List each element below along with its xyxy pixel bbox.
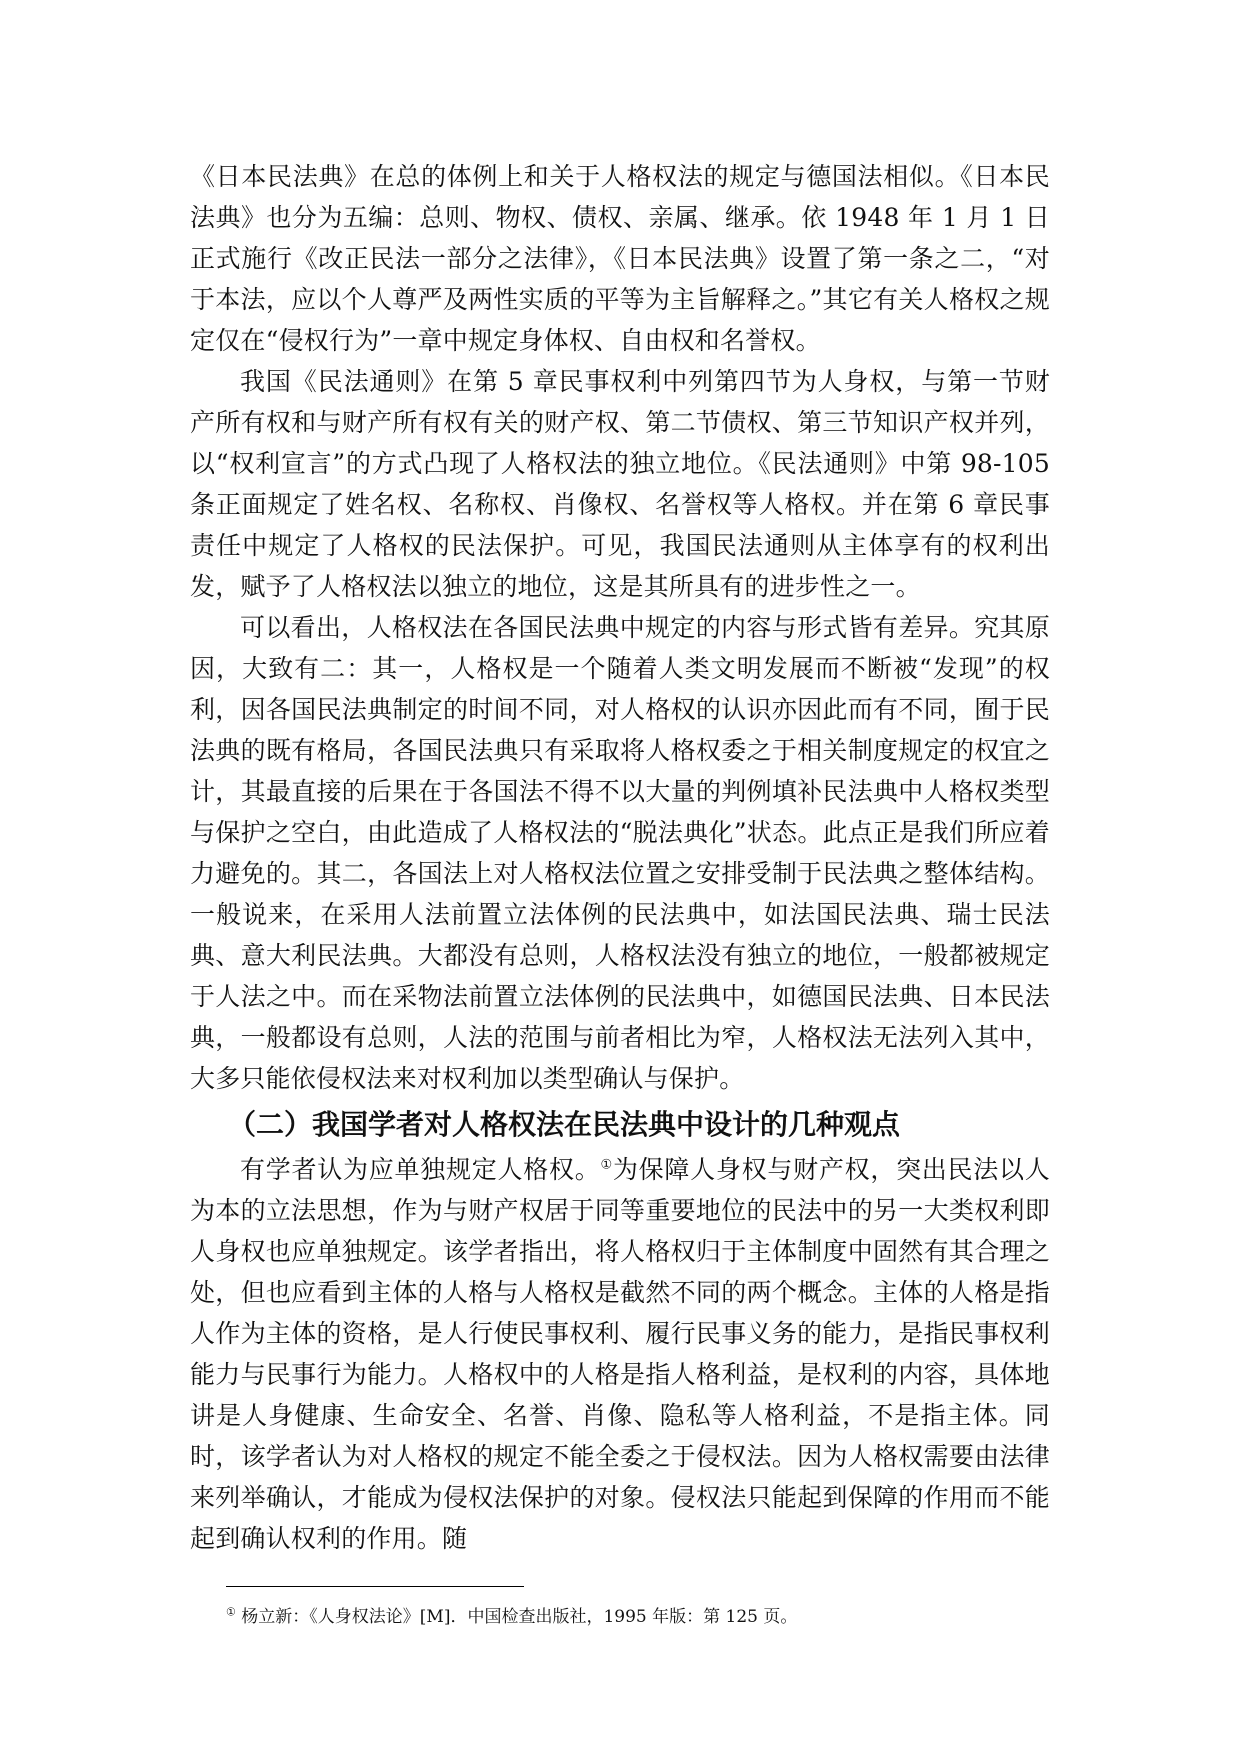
paragraph-reasons-analysis: 可以看出，人格权法在各国民法典中规定的内容与形式皆有差异。究其原因，大致有二：其一，人格权是一个随着人类文明发展而不断被“发现”的权利，因各国民法典制定的时间不同，对人格权的认识亦因此而有不同，囿于民法典的既有格局，各国民法典只有采取将人格权委之于相关制度规定的权宜之计，其最直接的后果在于各国法不得不以大量的判例填补民法典中人格权类型与保护之空白，由此造成了人格权法的“脱法典化”状态。此点正是我们所应着力避免的。其二，各国法上对人格权法位置之安排受制于民法典之整体结构。一般说来，在采用人法前置立法体例的民法典中，如法国民法典、瑞士民法典、意大利民法典。大都没有总则，人格权法没有独立的地位，一般都被规定于人法之中。而在采物法前置立法体例的民法典中，如德国民法典、日本民法典，一般都设有总则，人法的范围与前者相比为窄，人格权法无法列入其中，大多只能依侵权法来对权利加以类型确认与保护。 bbox=[190, 613, 1050, 1093]
paragraph-general-principles-civil-law: 我国《民法通则》在第 5 章民事权利中列第四节为人身权，与第一节财产所有权和与财产所有权有关的财产权、第二节债权、第三节知识产权并列，以“权利宣言”的方式凸现了人格权法的独立地位。《民法通则》中第 98-105 条正面规定了姓名权、名称权、肖像权、名誉权等人格权。并在第 6 章民事责任中规定了人格权的民法保护。可见，我国民法通则从主体享有的权利出发，赋予了人格权法以独立的地位，这是其所具有的进步性之一。 bbox=[190, 367, 1050, 601]
footnote bbox=[226, 1605, 797, 1629]
footnote-mark: ① bbox=[226, 1605, 236, 1619]
section-heading: （二）我国学者对人格权法在民法典中设计的几种观点 bbox=[228, 1108, 901, 1141]
body-text bbox=[190, 156, 1050, 1559]
footnote-reference[interactable]: ① bbox=[600, 1157, 613, 1173]
footnote-separator bbox=[226, 1586, 524, 1587]
paragraph-japan-civil-code: 《日本民法典》在总的体例上和关于人格权法的规定与德国法相似。《日本民法典》也分为五编：总则、物权、债权、亲属、继承。依 1948 年 1 月 1 日正式施行《改正民法一部分之法律》，《日本民法典》设置了第一条之二，“对于本法，应以个人尊严及两性实质的平等为主旨解释之。”其它有关人格权之规定仅在“侵权行为”一章中规定身体权、自由权和名誉权。 bbox=[190, 162, 1050, 355]
paragraph-scholar-view-lead: 有学者认为应单独规定人格权。 bbox=[240, 1155, 601, 1184]
paragraph-scholar-view-rest: 为保障人身权与财产权，突出民法以人为本的立法思想，作为与财产权居于同等重要地位的民法中的另一大类权利即人身权也应单独规定。该学者指出，将人格权归于主体制度中固然有其合理之处，但也应看到主体的人格与人格权是截然不同的两个概念。主体的人格是指人作为主体的资格，是人行使民事权利、履行民事义务的能力，是指民事权利能力与民事行为能力。人格权中的人格是指人格利益，是权利的内容，具体地讲是人身健康、生命安全、名誉、肖像、隐私等人格利益，不是指主体。同时，该学者认为对人格权的规定不能全委之于侵权法。因为人格权需要由法律来列举确认，才能成为侵权法保护的对象。侵权法只能起到保障的作用而不能起到确认权利的作用。随 bbox=[190, 1155, 1050, 1553]
footnote-text: 杨立新：《人身权法论》[M]．中国检查出版社，1995 年版：第 125 页。 bbox=[241, 1607, 798, 1627]
paragraph-scholar-view bbox=[190, 1149, 1050, 1559]
